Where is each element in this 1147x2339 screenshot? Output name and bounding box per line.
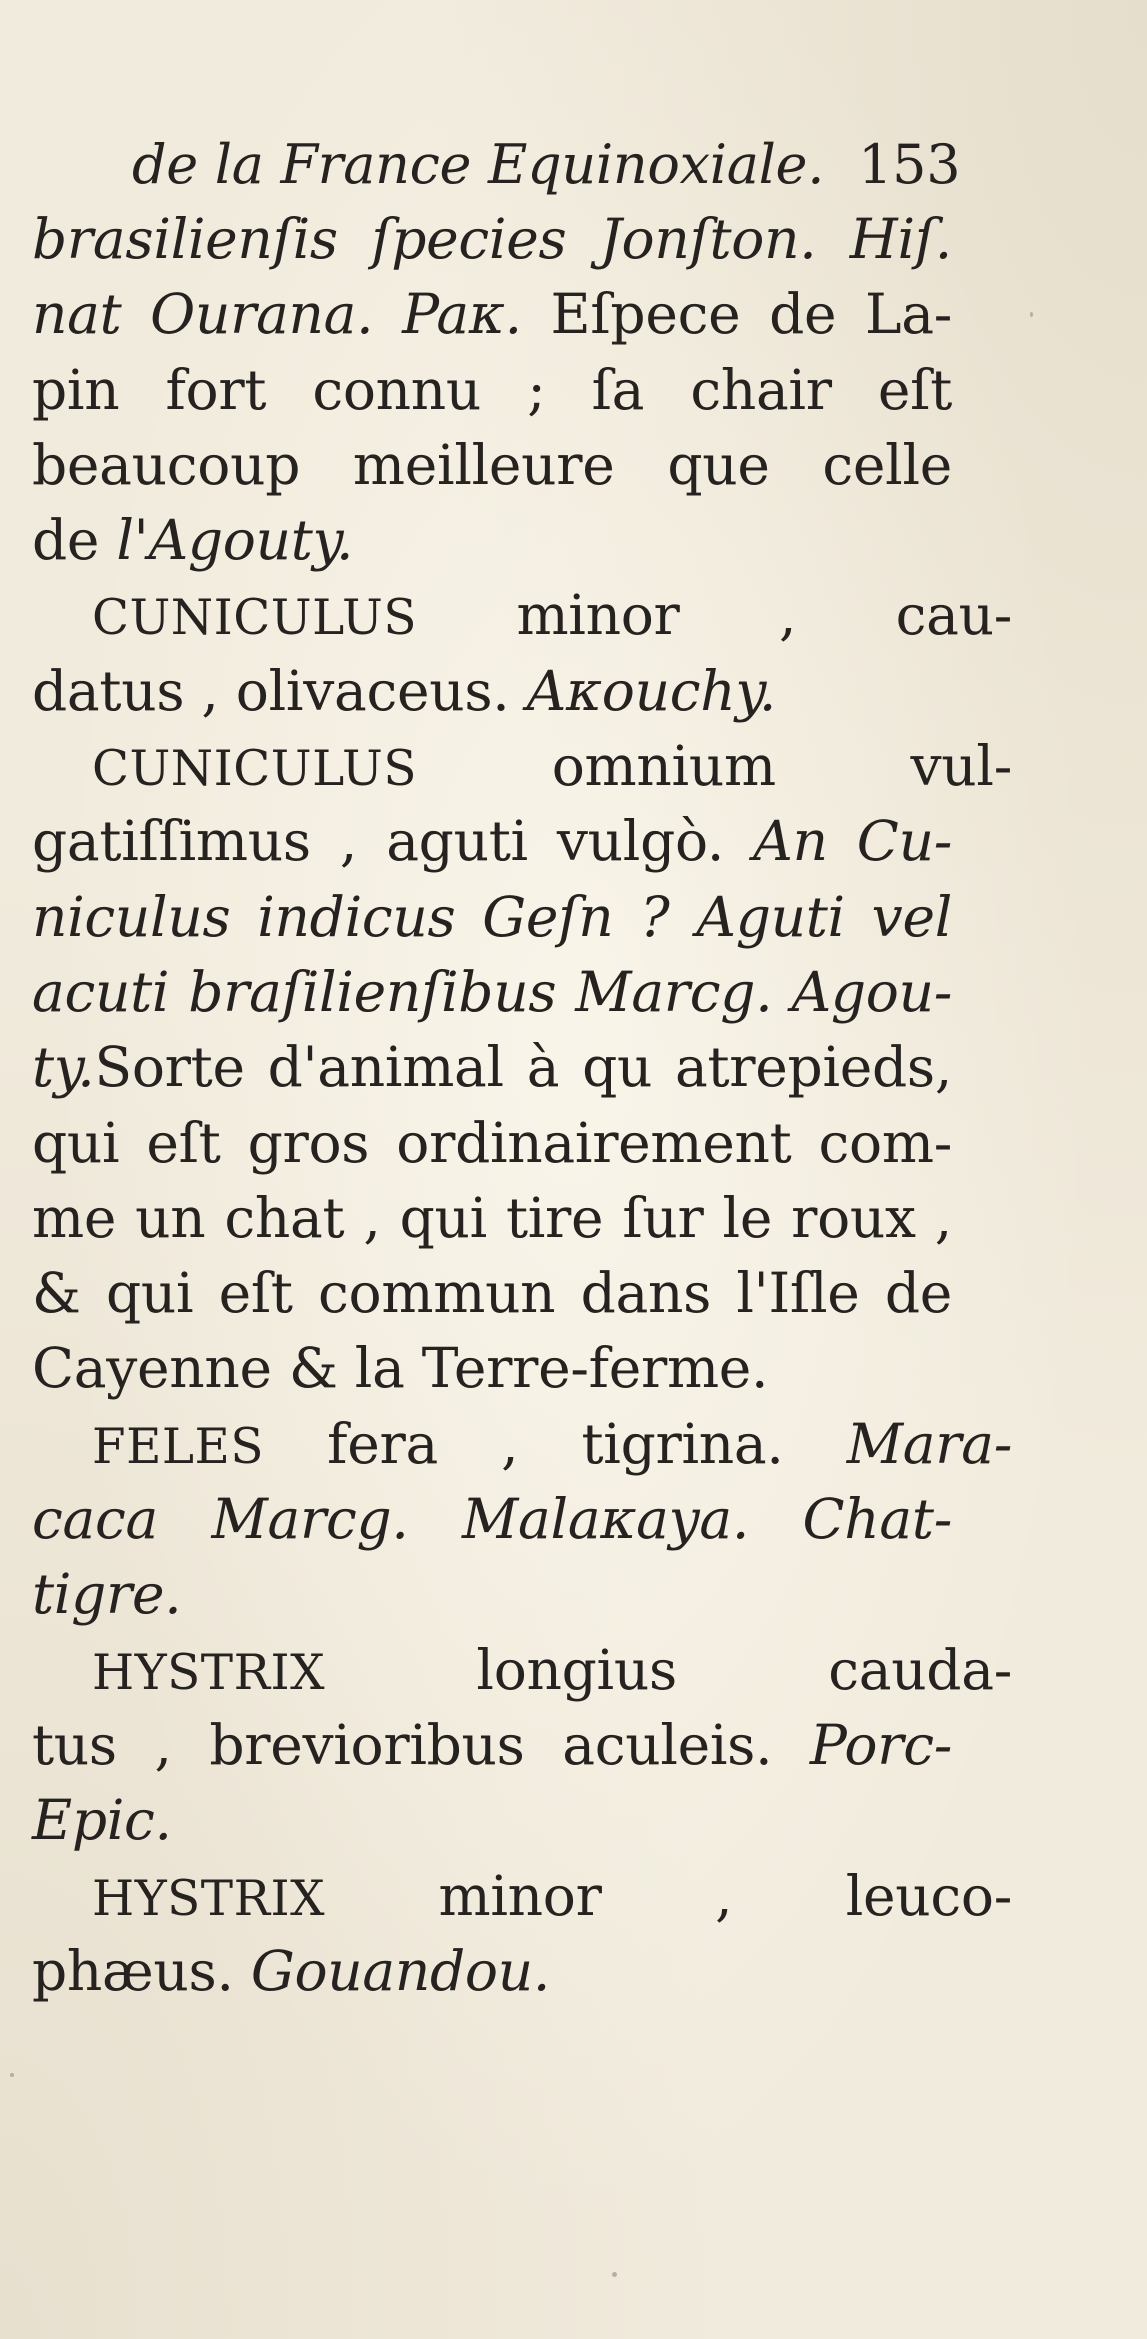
roman-text: tus , brevioribus aculeis.: [32, 1712, 810, 1777]
roman-text: & qui eſt commun dans l'Iſle de: [32, 1261, 952, 1326]
text-line: [32, 1331, 952, 1406]
roman-text: de: [32, 508, 117, 573]
italic-text: Porc-: [809, 1712, 952, 1777]
italic-text: Gouandou.: [250, 1938, 551, 2003]
text-line: [32, 1106, 952, 1181]
italic-text: Aκouchy.: [526, 658, 777, 723]
running-header: [32, 128, 961, 202]
text-line: [32, 654, 952, 729]
roman-text: fera , tigrina.: [264, 1411, 847, 1476]
roman-text: gatiſſimus , aguti vulgò.: [32, 809, 754, 874]
text-line: [32, 1181, 952, 1256]
text-line: [32, 1557, 952, 1632]
roman-text: Eſpece de La-: [550, 282, 952, 347]
italic-text: caca Marcg. Malaκaya. Chat-: [32, 1487, 952, 1552]
roman-text: Cayenne & la Terre-ferme.: [32, 1336, 769, 1401]
roman-text: beaucoup meilleure que celle: [32, 432, 952, 497]
text-line: [32, 578, 1012, 653]
header-title: de la France Equinoxiale.: [132, 133, 825, 196]
text-line: [32, 503, 952, 578]
text-line: [32, 1859, 1012, 1934]
italic-text: Mara-: [846, 1411, 1012, 1476]
text-line: [32, 353, 952, 428]
page-text: [32, 128, 1012, 2009]
caps-text: CUNICULUS: [92, 741, 417, 798]
roman-text: omnium vul-: [417, 734, 1012, 799]
text-line: [32, 1256, 952, 1331]
paper-speck: [1030, 312, 1033, 317]
roman-text: longius cauda-: [325, 1637, 1012, 1702]
text-line: [32, 1783, 952, 1858]
italic-text: tigre.: [32, 1562, 182, 1627]
italic-text: An Cu-: [753, 809, 952, 874]
page-number: 153: [858, 133, 961, 196]
text-line: [32, 1633, 1012, 1708]
text-line: [32, 1708, 952, 1783]
text-line: [32, 277, 952, 352]
text-line: [32, 1407, 1012, 1482]
text-line: [32, 1482, 952, 1557]
text-line: [32, 202, 952, 277]
paper-speck: [612, 2272, 617, 2277]
roman-text: me un chat , qui tire ſur le roux ,: [32, 1185, 952, 1250]
roman-text: qui eſt gros ordinairement com-: [32, 1110, 952, 1175]
text-line: [32, 1934, 952, 2009]
caps-text: FELES: [92, 1418, 265, 1475]
italic-text: niculus indicus Geſn ? Aguti vel: [32, 884, 952, 949]
italic-text: acuti braſilienſibus Marcg. Agou-: [32, 959, 952, 1024]
paper-speck: [10, 2073, 14, 2077]
text-line: [32, 880, 952, 955]
text-line: [32, 428, 952, 503]
roman-text: Sorte d'animal à qu atrepieds,: [94, 1035, 952, 1100]
roman-text: datus , olivaceus.: [32, 658, 527, 723]
roman-text: pin fort connu ; ſa chair eſt: [32, 357, 952, 422]
text-line: [32, 955, 952, 1030]
italic-text: brasilienſis ſpecies Jonſton. Hiſ.: [32, 207, 952, 271]
roman-text: phæus.: [32, 1938, 251, 2003]
roman-text: minor , cau-: [417, 583, 1012, 648]
text-line: [32, 729, 1012, 804]
caps-text: CUNICULUS: [92, 590, 417, 647]
italic-text: nat Ourana. Paκ.: [32, 282, 551, 347]
text-line: [32, 1030, 952, 1105]
roman-text: minor , leuco-: [325, 1863, 1012, 1928]
caps-text: HYSTRIX: [92, 1644, 326, 1701]
body-text: [32, 202, 1012, 2009]
italic-text: l'Agouty.: [116, 508, 354, 573]
italic-text: ty.: [32, 1035, 95, 1100]
text-line: [32, 804, 952, 879]
caps-text: HYSTRIX: [92, 1870, 326, 1927]
italic-text: Epic.: [32, 1788, 172, 1853]
